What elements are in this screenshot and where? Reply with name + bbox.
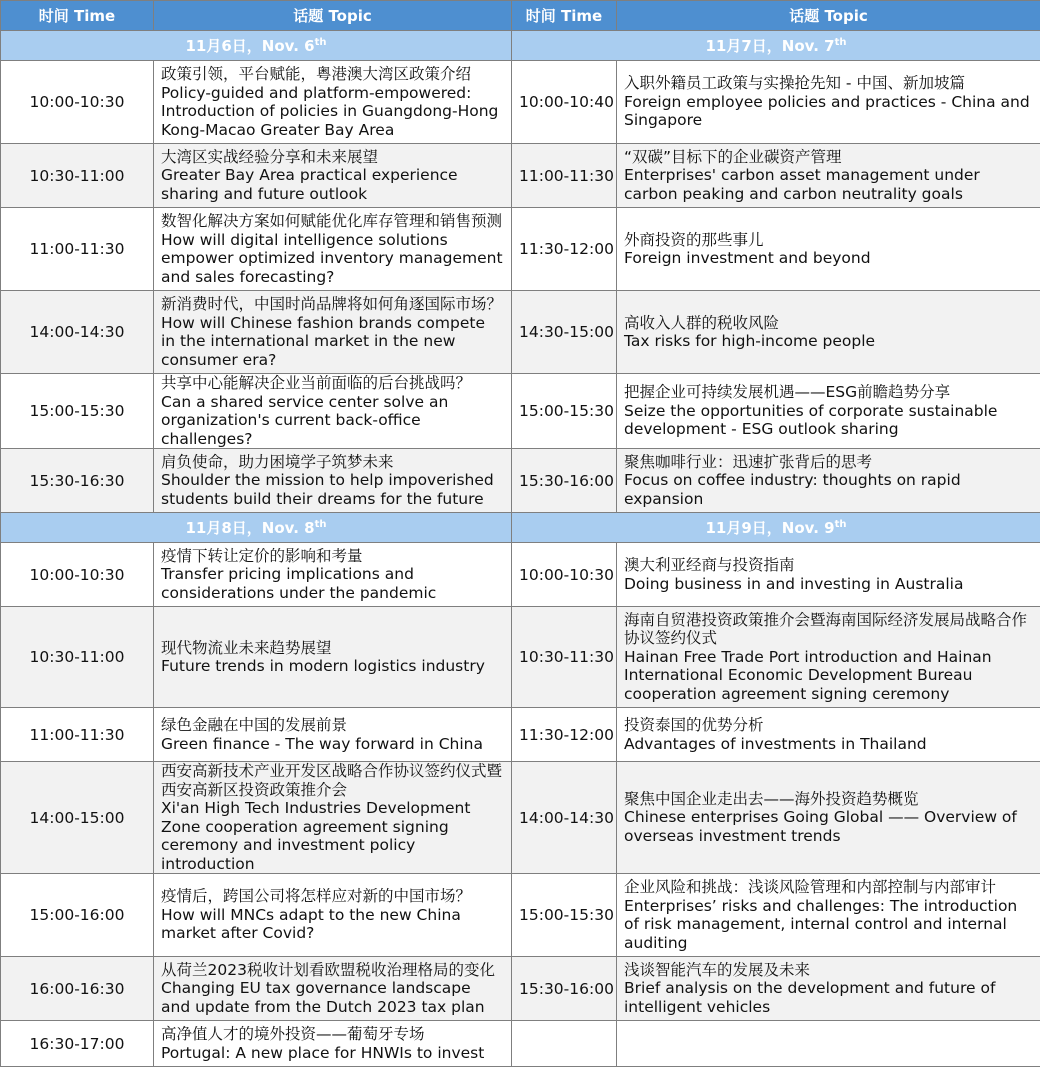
- table-row: [1, 543, 1040, 607]
- topic-chinese: 疫情后，跨国公司将怎样应对新的中国市场？: [161, 887, 504, 906]
- topic-chinese: 把握企业可持续发展机遇——ESG前瞻趋势分享: [624, 383, 1033, 402]
- session-time-left: 15:00-16:00: [1, 874, 154, 957]
- session-topic-left: [154, 607, 512, 708]
- day-ordinal-suffix: th: [835, 519, 847, 530]
- topic-chinese: 高收入人群的税收风险: [624, 314, 1033, 333]
- topic-english: How will Chinese fashion brands compete in the international market in the new consumer era?: [161, 314, 504, 370]
- session-time-right: 15:00-15:30: [512, 874, 617, 957]
- session-time-left: 16:00-16:30: [1, 957, 154, 1021]
- topic-english: Can a shared service center solve an organization's current back-office challenges?: [161, 393, 504, 449]
- topic-english: Portugal: A new place for HNWIs to invest: [161, 1044, 504, 1063]
- day-ordinal-suffix: th: [315, 37, 327, 48]
- session-topic-left: [154, 374, 512, 449]
- day-header-row: [1, 31, 1040, 61]
- topic-english: Doing business in and investing in Australia: [624, 575, 1033, 594]
- topic-english: How will digital intelligence solutions empower optimized inventory management and sales forecasting?: [161, 231, 504, 287]
- topic-english: Enterprises' carbon asset management under carbon peaking and carbon neutrality goals: [624, 166, 1033, 203]
- topic-chinese: 企业风险和挑战：浅谈风险管理和内部控制与内部审计: [624, 878, 1033, 897]
- session-topic-right: [617, 449, 1040, 513]
- topic-chinese: 海南自贸港投资政策推介会暨海南国际经济发展局战略合作协议签约仪式: [624, 611, 1033, 648]
- session-topic-left: [154, 874, 512, 957]
- topic-chinese: 新消费时代，中国时尚品牌将如何角逐国际市场？: [161, 295, 504, 314]
- day-label: 11月6日，Nov. 6: [186, 37, 315, 55]
- day-ordinal-suffix: th: [835, 37, 847, 48]
- day-header-right: [512, 513, 1040, 543]
- session-topic-left: [154, 449, 512, 513]
- topic-chinese: 投资泰国的优势分析: [624, 716, 1033, 735]
- table-row: [1, 291, 1040, 374]
- session-topic-left: [154, 208, 512, 291]
- topic-column-header: 话题 Topic: [154, 1, 512, 31]
- session-topic-right: [617, 957, 1040, 1021]
- topic-english: Green finance - The way forward in China: [161, 735, 504, 754]
- session-topic-right: [617, 208, 1040, 291]
- header-row: [1, 1, 1040, 31]
- topic-chinese: 西安高新技术产业开发区战略合作协议签约仪式暨西安高新区投资政策推介会: [161, 762, 504, 799]
- session-time-right: 14:00-14:30: [512, 762, 617, 874]
- day-header-left: [1, 513, 512, 543]
- session-topic-left: [154, 708, 512, 762]
- session-time-right: 11:00-11:30: [512, 144, 617, 208]
- session-topic-right: [617, 708, 1040, 762]
- day-label: 11月8日，Nov. 8: [186, 519, 315, 537]
- table-row: [1, 61, 1040, 144]
- topic-chinese: 澳大利亚经商与投资指南: [624, 556, 1033, 575]
- topic-chinese: 政策引领，平台赋能，粤港澳大湾区政策介绍: [161, 65, 504, 84]
- table-row: [1, 374, 1040, 449]
- topic-chinese: 聚焦咖啡行业：迅速扩张背后的思考: [624, 453, 1033, 472]
- topic-chinese: 浅谈智能汽车的发展及未来: [624, 961, 1033, 980]
- topic-english: Foreign employee policies and practices - China and Singapore: [624, 93, 1033, 130]
- day-label: 11月9日，Nov. 9: [706, 519, 835, 537]
- topic-english: Changing EU tax governance landscape and update from the Dutch 2023 tax plan: [161, 979, 504, 1016]
- topic-english: Seize the opportunities of corporate sustainable development - ESG outlook sharing: [624, 402, 1033, 439]
- topic-english: Future trends in modern logistics industry: [161, 657, 504, 676]
- session-time-right: 10:30-11:30: [512, 607, 617, 708]
- topic-chinese: 从荷兰2023税收计划看欧盟税收治理格局的变化: [161, 961, 504, 980]
- session-topic-right: [617, 874, 1040, 957]
- time-column-header: 时间 Time: [512, 1, 617, 31]
- session-topic-left: [154, 543, 512, 607]
- topic-english: How will MNCs adapt to the new China market after Covid?: [161, 906, 504, 943]
- topic-english: Foreign investment and beyond: [624, 249, 1033, 268]
- session-time-right: 15:30-16:00: [512, 449, 617, 513]
- session-time-left: 15:30-16:30: [1, 449, 154, 513]
- topic-english: Brief analysis on the development and future of intelligent vehicles: [624, 979, 1033, 1016]
- session-topic-left: [154, 762, 512, 874]
- session-time-right: 10:00-10:40: [512, 61, 617, 144]
- topic-english: Advantages of investments in Thailand: [624, 735, 1033, 754]
- table-row: [1, 144, 1040, 208]
- session-time-left: 14:00-14:30: [1, 291, 154, 374]
- session-time-left: 14:00-15:00: [1, 762, 154, 874]
- topic-chinese: 数智化解决方案如何赋能优化库存管理和销售预测: [161, 212, 504, 231]
- topic-english: Xi'an High Tech Industries Development Zone cooperation agreement signing ceremony and investment policy introduction: [161, 799, 504, 873]
- topic-english: Transfer pricing implications and considerations under the pandemic: [161, 565, 504, 602]
- session-topic-right: [617, 144, 1040, 208]
- session-time-left: 10:00-10:30: [1, 61, 154, 144]
- session-time-right: 11:30-12:00: [512, 208, 617, 291]
- topic-chinese: 疫情下转让定价的影响和考量: [161, 547, 504, 566]
- topic-chinese: 共享中心能解决企业当前面临的后台挑战吗？: [161, 374, 504, 393]
- session-topic-right: [617, 374, 1040, 449]
- session-topic-left: [154, 61, 512, 144]
- topic-english: Hainan Free Trade Port introduction and Hainan International Economic Development Bureau cooperation agreement signing ceremony: [624, 648, 1033, 704]
- topic-chinese: 绿色金融在中国的发展前景: [161, 716, 504, 735]
- session-time-left: 10:00-10:30: [1, 543, 154, 607]
- day-header-left: [1, 31, 512, 61]
- topic-column-header: 话题 Topic: [617, 1, 1040, 31]
- session-topic-right: [617, 61, 1040, 144]
- session-time-right: 10:00-10:30: [512, 543, 617, 607]
- session-time-right: 15:00-15:30: [512, 374, 617, 449]
- session-time-left: 11:00-11:30: [1, 208, 154, 291]
- session-topic-right: [617, 291, 1040, 374]
- session-time-left: 10:30-11:00: [1, 144, 154, 208]
- table-row: [1, 208, 1040, 291]
- topic-chinese: 现代物流业未来趋势展望: [161, 639, 504, 658]
- topic-chinese: 肩负使命，助力困境学子筑梦未来: [161, 453, 504, 472]
- topic-chinese: 外商投资的那些事儿: [624, 231, 1033, 250]
- session-time-left: 11:00-11:30: [1, 708, 154, 762]
- session-time-right: 14:30-15:00: [512, 291, 617, 374]
- topic-chinese: 聚焦中国企业走出去——海外投资趋势概览: [624, 790, 1033, 809]
- topic-english: Policy-guided and platform-empowered: Introduction of policies in Guangdong-Hong Kong-Macao Greater Bay Area: [161, 84, 504, 140]
- day-header-right: [512, 31, 1040, 61]
- topic-chinese: 高净值人才的境外投资——葡萄牙专场: [161, 1025, 504, 1044]
- session-time-right: 11:30-12:00: [512, 708, 617, 762]
- session-time-left: 10:30-11:00: [1, 607, 154, 708]
- topic-chinese: 入职外籍员工政策与实操抢先知 - 中国、新加坡篇: [624, 74, 1033, 93]
- topic-english: Greater Bay Area practical experience sharing and future outlook: [161, 166, 504, 203]
- session-topic-left: [154, 144, 512, 208]
- topic-english: Shoulder the mission to help impoverished students build their dreams for the future: [161, 471, 504, 508]
- session-topic-right: [617, 543, 1040, 607]
- table-row: [1, 607, 1040, 708]
- session-time-left: 16:30-17:00: [1, 1021, 154, 1067]
- session-topic-left: [154, 957, 512, 1021]
- topic-english: Enterprises’ risks and challenges: The introduction of risk management, internal control and internal auditing: [624, 897, 1033, 953]
- topic-chinese: 大湾区实战经验分享和未来展望: [161, 148, 504, 167]
- session-time-right: 15:30-16:00: [512, 957, 617, 1021]
- session-topic-right: [617, 762, 1040, 874]
- table-row: [1, 708, 1040, 762]
- day-ordinal-suffix: th: [315, 519, 327, 530]
- day-header-row: [1, 513, 1040, 543]
- session-topic-right: [617, 607, 1040, 708]
- table-row: [1, 449, 1040, 513]
- session-topic-left: [154, 291, 512, 374]
- topic-english: Chinese enterprises Going Global —— Overview of overseas investment trends: [624, 808, 1033, 845]
- table-row: [1, 762, 1040, 874]
- day-label: 11月7日，Nov. 7: [706, 37, 835, 55]
- topic-english: Focus on coffee industry: thoughts on rapid expansion: [624, 471, 1033, 508]
- time-column-header: 时间 Time: [1, 1, 154, 31]
- session-time-left: 15:00-15:30: [1, 374, 154, 449]
- table-row: [1, 874, 1040, 957]
- table-row: [1, 957, 1040, 1021]
- topic-english: Tax risks for high-income people: [624, 332, 1033, 351]
- topic-chinese: “双碳”目标下的企业碳资产管理: [624, 148, 1033, 167]
- schedule-body: [1, 31, 1040, 1067]
